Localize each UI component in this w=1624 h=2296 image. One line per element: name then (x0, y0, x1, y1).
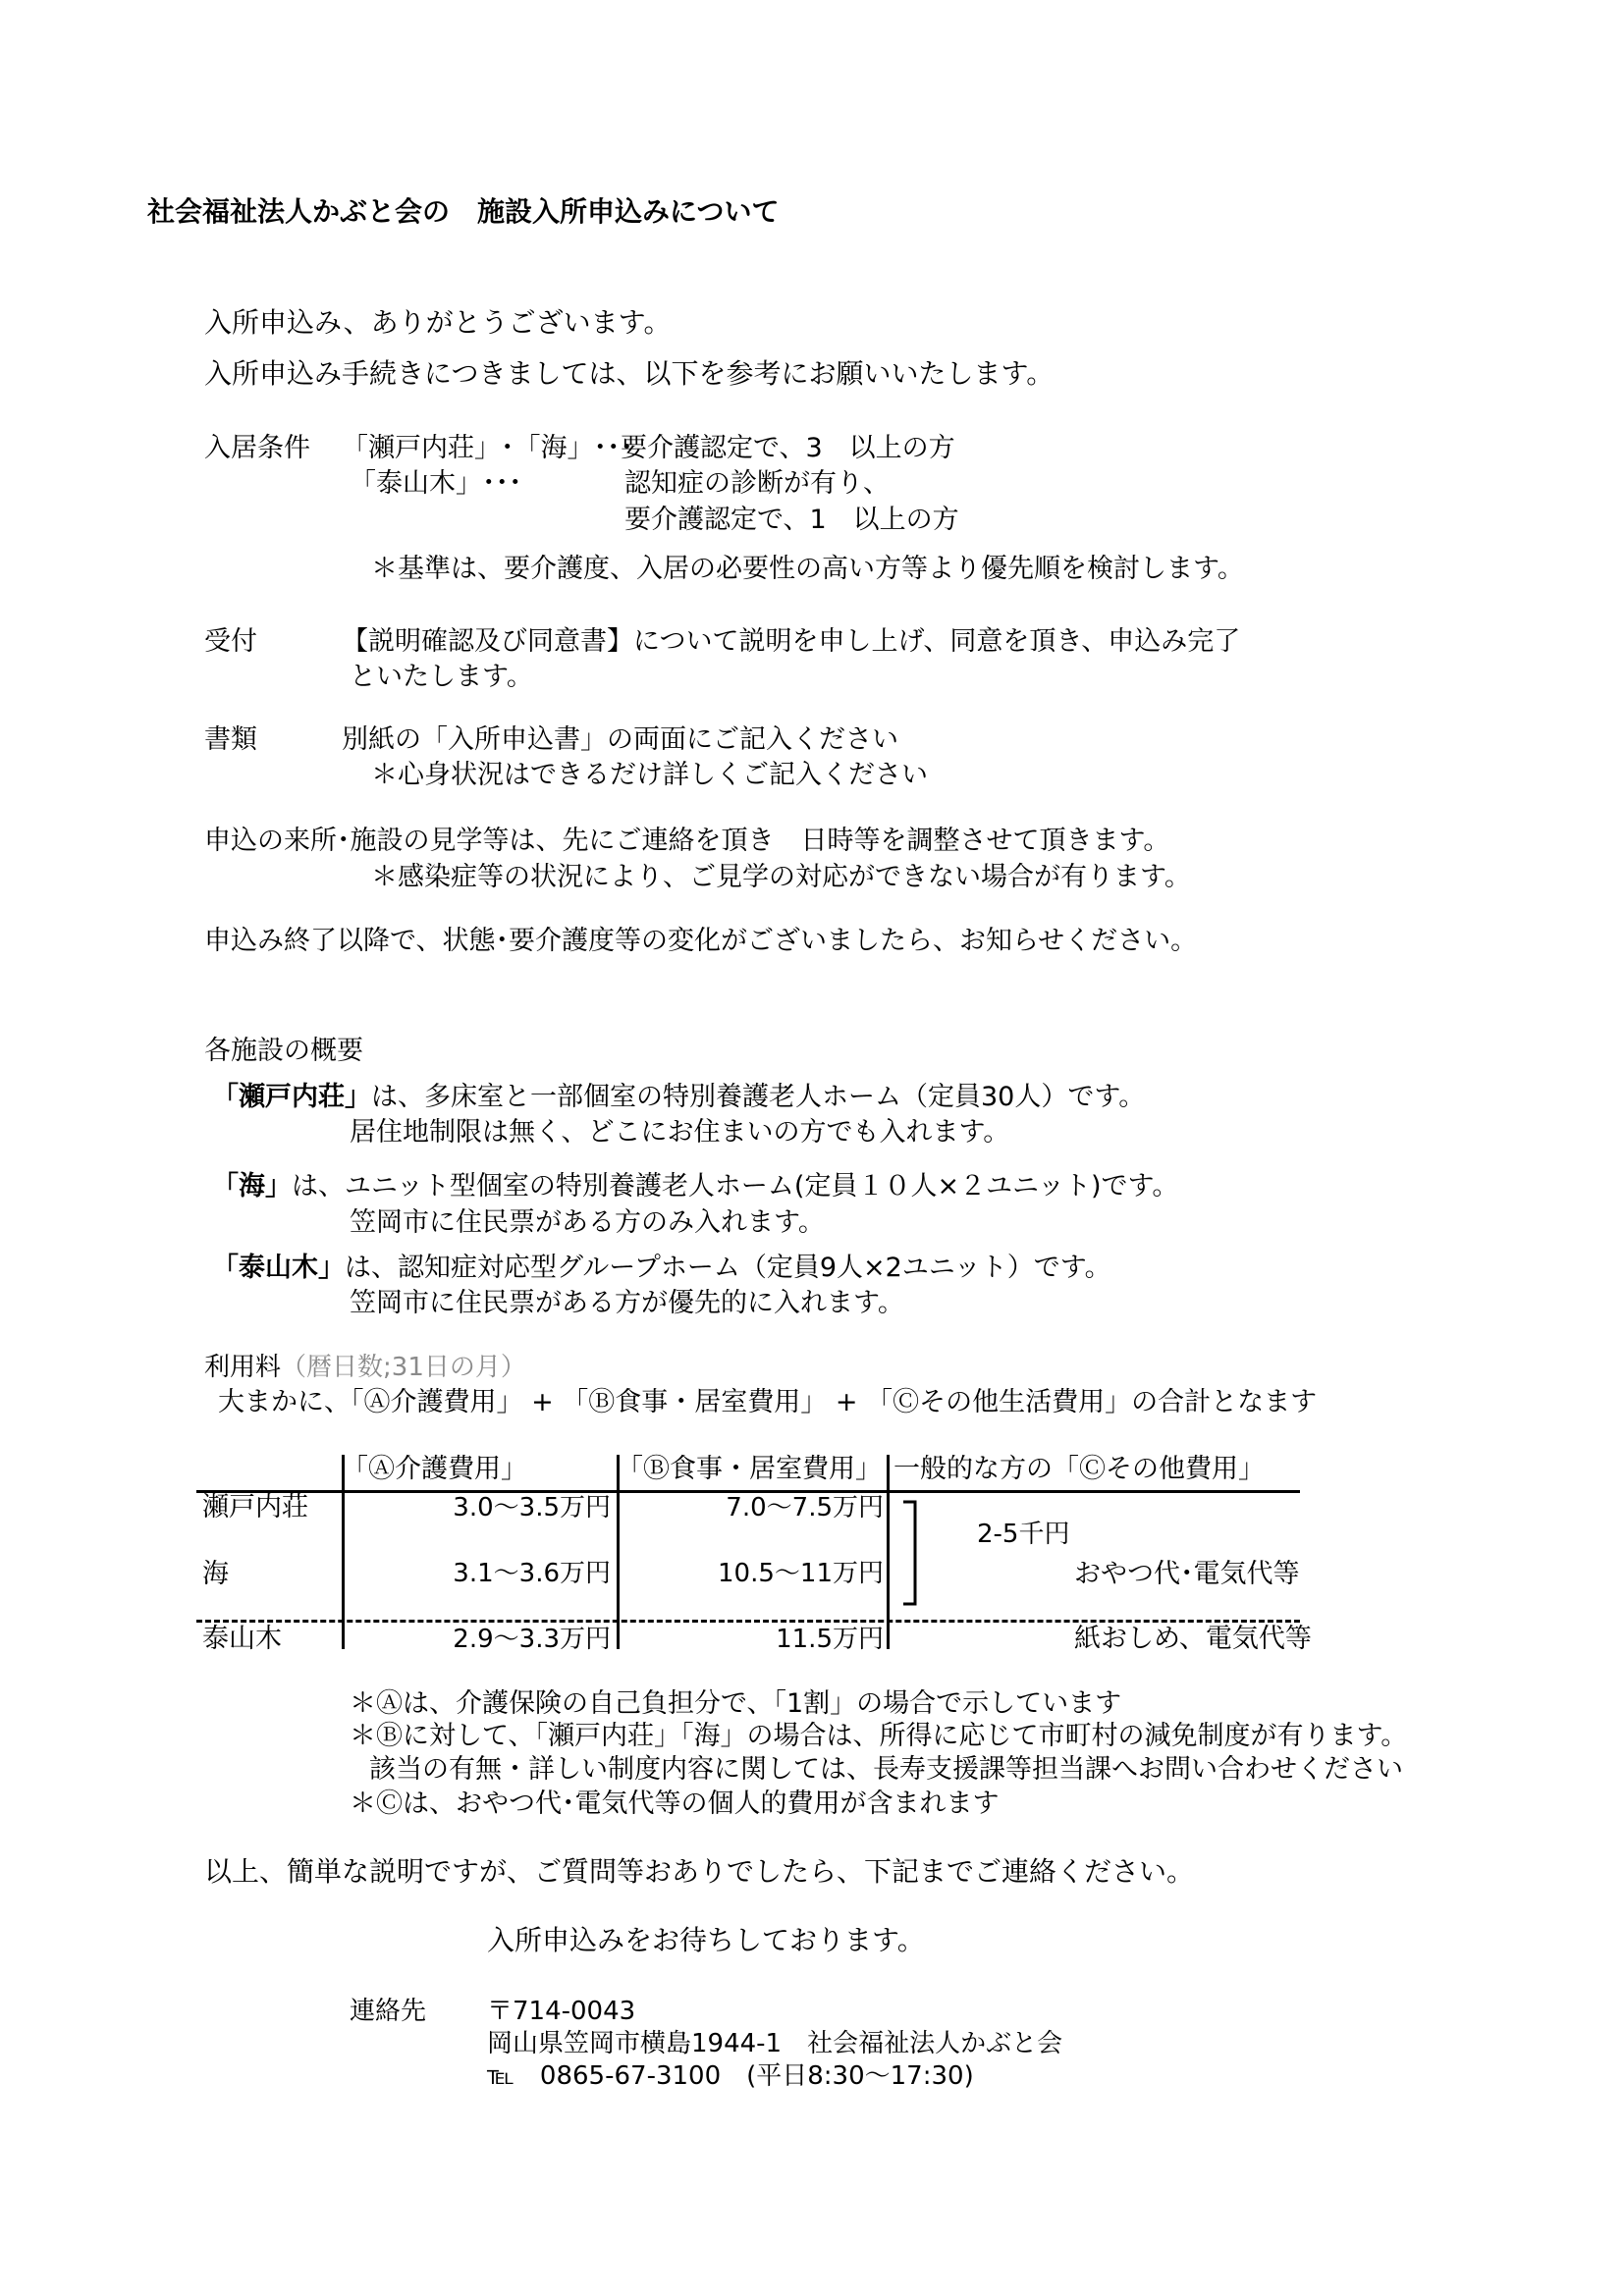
conditions-row2-text-2: 要介護認定で、1 以上の方 (624, 505, 959, 535)
fee-header-care: 「Ⓐ介護費用」 (342, 1454, 527, 1484)
reception-line-2: といたします。 (350, 662, 533, 692)
after-note: 申込み終了以降で、状態･要介護度等の変化がございましたら、お知らせください。 (204, 926, 1198, 956)
overview-item-name: 「海」 (212, 1171, 292, 1201)
documents-line-1: 別紙の「入所申込書」の両面にご記入ください (342, 724, 898, 755)
fee-other-items-1: おやつ代･電気代等 (1074, 1559, 1300, 1589)
overview-item-name: 「泰山木」 (212, 1253, 345, 1283)
fee-other-items-2: 紙おしめ、電気代等 (1074, 1624, 1312, 1654)
conditions-label: 入居条件 (204, 433, 310, 463)
overview-heading: 各施設の概要 (204, 1036, 363, 1066)
fee-row-facility: 海 (202, 1559, 229, 1589)
fee-header-meal-room: 「Ⓑ食事・居室費用」 (617, 1454, 882, 1484)
overview-item-seto (212, 1084, 1145, 1110)
overview-item-desc: は、ユニット型個室の特別養護老人ホーム(定員１０人×２ユニット)です。 (292, 1171, 1179, 1201)
overview-item-taisanboku (212, 1255, 1111, 1281)
fee-note: ＊Ⓒは、おやつ代･電気代等の個人的費用が含まれます (350, 1789, 1000, 1819)
visit-line-1: 申込の来所･施設の見学等は、先にご連絡を頂き 日時等を調整させて頂きます。 (204, 826, 1170, 856)
overview-item-desc: は、多床室と一部個室の特別養護老人ホーム（定員30人）です。 (371, 1082, 1146, 1112)
fee-row-meal-room: 11.5万円 (776, 1625, 884, 1654)
fee-row-meal-room: 10.5～11万円 (718, 1559, 884, 1588)
overview-item-name: 「瀬戸内荘」 (212, 1082, 371, 1112)
fees-heading (204, 1355, 526, 1380)
fee-note: ＊Ⓐは、介護保険の自己負担分で、「1割」の場合で示しています (350, 1688, 1122, 1719)
reception-line-1: 【説明確認及び同意書】について説明を申し上げ、同意を頂き、申込み完了 (342, 626, 1241, 657)
documents-label: 書類 (204, 724, 257, 755)
waiting-text: 入所申込みをお待ちしております。 (487, 1924, 925, 1956)
contact-postal: 〒714-0043 (487, 1997, 636, 2026)
fee-row-care: 3.0～3.5万円 (453, 1493, 611, 1522)
fees-heading-label: 利用料 (204, 1353, 282, 1382)
intro-line-1: 入所申込み、ありがとうございます。 (204, 306, 672, 339)
fee-other-amount: 2-5千円 (977, 1520, 1070, 1549)
reception-label: 受付 (204, 626, 257, 657)
contact-label: 連絡先 (350, 1997, 427, 2026)
page-title: 社会福祉法人かぶと会の 施設入所申込みについて (147, 195, 780, 228)
bracket-icon (901, 1500, 921, 1608)
conditions-row1-text: 要介護認定で、3 以上の方 (621, 433, 955, 463)
closing-text: 以上、簡単な説明ですが、ご質問等おありでしたら、下記までご連絡ください。 (204, 1855, 1195, 1888)
fee-row-facility: 瀬戸内荘 (202, 1492, 308, 1522)
fee-row-meal-room: 7.0～7.5万円 (726, 1493, 884, 1522)
fees-heading-note: （暦日数;31日の月） (281, 1353, 526, 1382)
fee-header-other: 一般的な方の「Ⓒその他費用」 (893, 1454, 1265, 1484)
overview-item-desc: は、認知症対応型グループホーム（定員9人×2ユニット）です。 (345, 1253, 1111, 1283)
fee-row-care: 3.1～3.6万円 (453, 1559, 611, 1588)
fees-summary: 大まかに、「Ⓐ介護費用」 + 「Ⓑ食事・居室費用」 + 「Ⓒその他生活費用」の合計となます (218, 1387, 1318, 1417)
overview-item-sub: 笠岡市に住民票がある方が優先的に入れます。 (350, 1288, 904, 1318)
conditions-row1-facility: 「瀬戸内荘」･「海」･･･ (342, 433, 633, 463)
fee-row-care: 2.9～3.3万円 (453, 1625, 611, 1654)
fee-row-facility: 泰山木 (202, 1624, 282, 1654)
contact-address: 岡山県笠岡市横島1944-1 社会福祉法人かぶと会 (487, 2029, 1063, 2058)
contact-tel: ℡ 0865-67-3100 (平日8:30～17:30) (487, 2061, 974, 2091)
overview-item-sub: 笠岡市に住民票がある方のみ入れます。 (350, 1207, 825, 1238)
fee-note: 該当の有無・詳しい制度内容に関しては、長寿支援課等担当課へお問い合わせください (369, 1754, 1403, 1785)
documents-line-2: ＊心身状況はできるだけ詳しくご記入ください (371, 760, 928, 790)
conditions-row2-text-1: 認知症の診断が有り、 (624, 468, 890, 499)
conditions-note: ＊基準は、要介護度、入居の必要性の高い方等より優先順を検討します。 (371, 554, 1244, 584)
conditions-row2-facility: 「泰山木」･･･ (350, 468, 522, 499)
intro-line-2: 入所申込み手続きにつきましては、以下を参考にお願いいたします。 (204, 357, 1055, 390)
fee-note: ＊Ⓑに対して、「瀬戸内荘」「海」の場合は、所得に応じて市町村の減免制度が有ります。 (350, 1721, 1408, 1751)
overview-item-sub: 居住地制限は無く、どこにお住まいの方でも入れます。 (350, 1117, 1010, 1148)
visit-line-2: ＊感染症等の状況により、ご見学の対応ができない場合が有ります。 (371, 862, 1191, 892)
overview-item-umi (212, 1173, 1178, 1200)
table-dashed-rule (196, 1620, 1300, 1623)
